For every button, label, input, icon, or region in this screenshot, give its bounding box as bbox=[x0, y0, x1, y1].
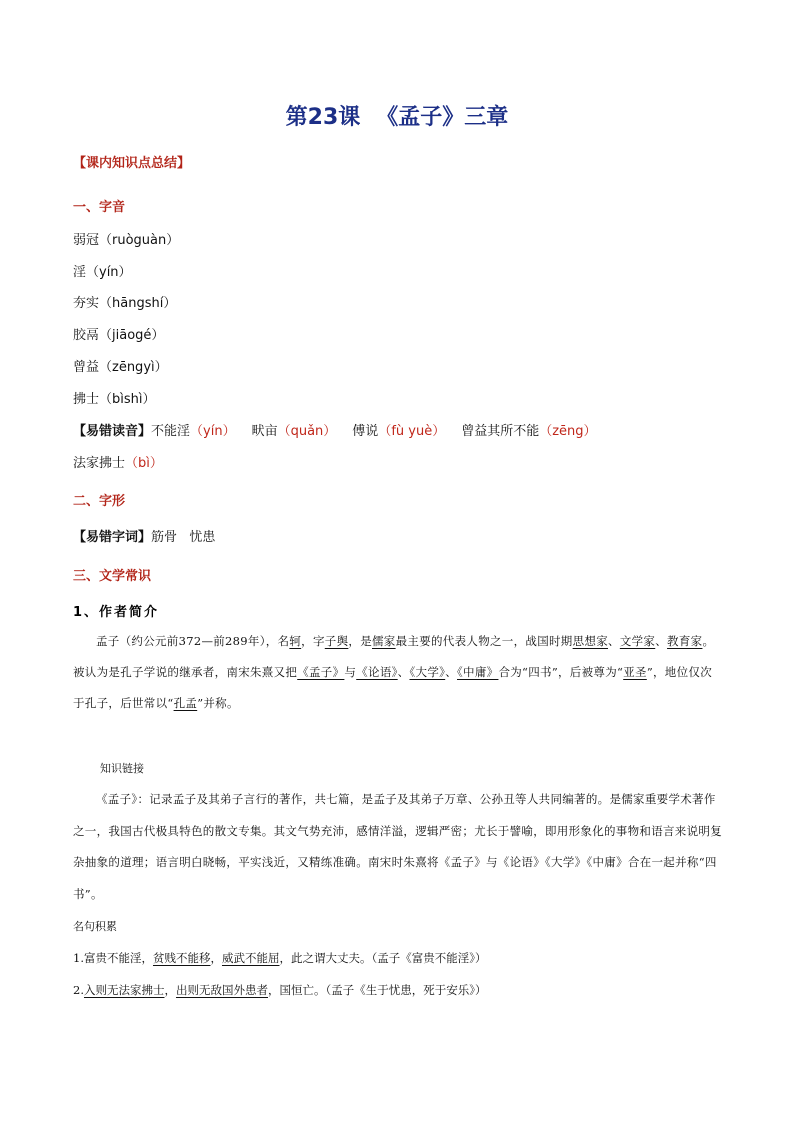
pronunciation-item: 弱冠（ruòguàn） bbox=[73, 233, 180, 248]
error-words: 筋骨 忧患 bbox=[151, 530, 216, 545]
quotes-label: 名句积累 bbox=[73, 920, 117, 933]
pronunciation-item: 胶鬲（jiāogé） bbox=[73, 328, 165, 343]
error-pronunciation-line bbox=[73, 420, 613, 439]
knowledge-link-label: 知识链接 bbox=[100, 762, 144, 775]
author-bio-paragraph: 孟子（约公元前372—前289年），名轲，字子舆，是儒家最主要的代表人物之一，战国时期思想家、文学家、教育家。被认为是孔子学说的继承者，南宋朱熹又把《孟子》与《论语》、《大学》、《中庸》合为“四书”，后被尊为“亚圣”，地位仅次于孔子，后世常以“孔孟”并称。 bbox=[73, 634, 715, 710]
error-words-line bbox=[73, 526, 215, 545]
quote-line-2: 2.入则无法家拂士，出则无敌国外患者，国恒亡。（孟子《生于忧患，死于安乐》） bbox=[73, 983, 487, 997]
lesson-name: 《孟子》三章 bbox=[376, 105, 509, 130]
section-character-heading: 二、字形 bbox=[73, 494, 126, 509]
section-literature-heading: 三、文学常识 bbox=[73, 569, 152, 584]
summary-header: 【课内知识点总结】 bbox=[73, 156, 191, 171]
error-item: 不能淫（yín） bbox=[151, 424, 236, 439]
pronunciation-item: 夯实（hāngshí） bbox=[73, 296, 177, 311]
error-item: 傅说（fù yuè） bbox=[352, 424, 446, 439]
pronunciation-item: 曾益（zēngyì） bbox=[73, 360, 168, 375]
section-pronunciation-heading: 一、字音 bbox=[73, 200, 126, 215]
quote-line-1: 1.富贵不能淫，贫贱不能移，威武不能屈，此之谓大丈夫。（孟子《富贵不能淫》） bbox=[73, 951, 487, 965]
knowledge-link-paragraph: 《孟子》：记录孟子及其弟子言行的著作，共七篇，是孟子及其弟子万章、公孙丑等人共同编著的。是儒家重要学术著作之一，我国古代极具特色的散文专集。其文气势充沛，感情洋溢，逻辑严密；尤长于譬喻，即用形象化的事物和语言来说明复杂抽象的道理；语言明白晓畅，平实浅近，又精练准确。南宋时朱熹将《孟子》与《论语》《大学》《中庸》合在一起并称“四书”。 bbox=[73, 792, 722, 901]
error-item: 曾益其所不能（zēng） bbox=[461, 424, 597, 439]
page-title bbox=[0, 100, 794, 131]
error-pronunciation-label: 【易错读音】 bbox=[73, 424, 152, 439]
error-item: 畎亩（quǎn） bbox=[251, 424, 337, 439]
error-pronunciation-line-2: 法家拂士（bì） bbox=[73, 456, 163, 471]
pronunciation-item: 淫（yín） bbox=[73, 265, 132, 280]
error-words-label: 【易错字词】 bbox=[73, 530, 152, 545]
pronunciation-item: 拂士（bìshì） bbox=[73, 392, 156, 407]
lesson-number: 第23课 bbox=[285, 105, 361, 130]
author-intro-heading: 1、作者简介 bbox=[73, 605, 160, 620]
